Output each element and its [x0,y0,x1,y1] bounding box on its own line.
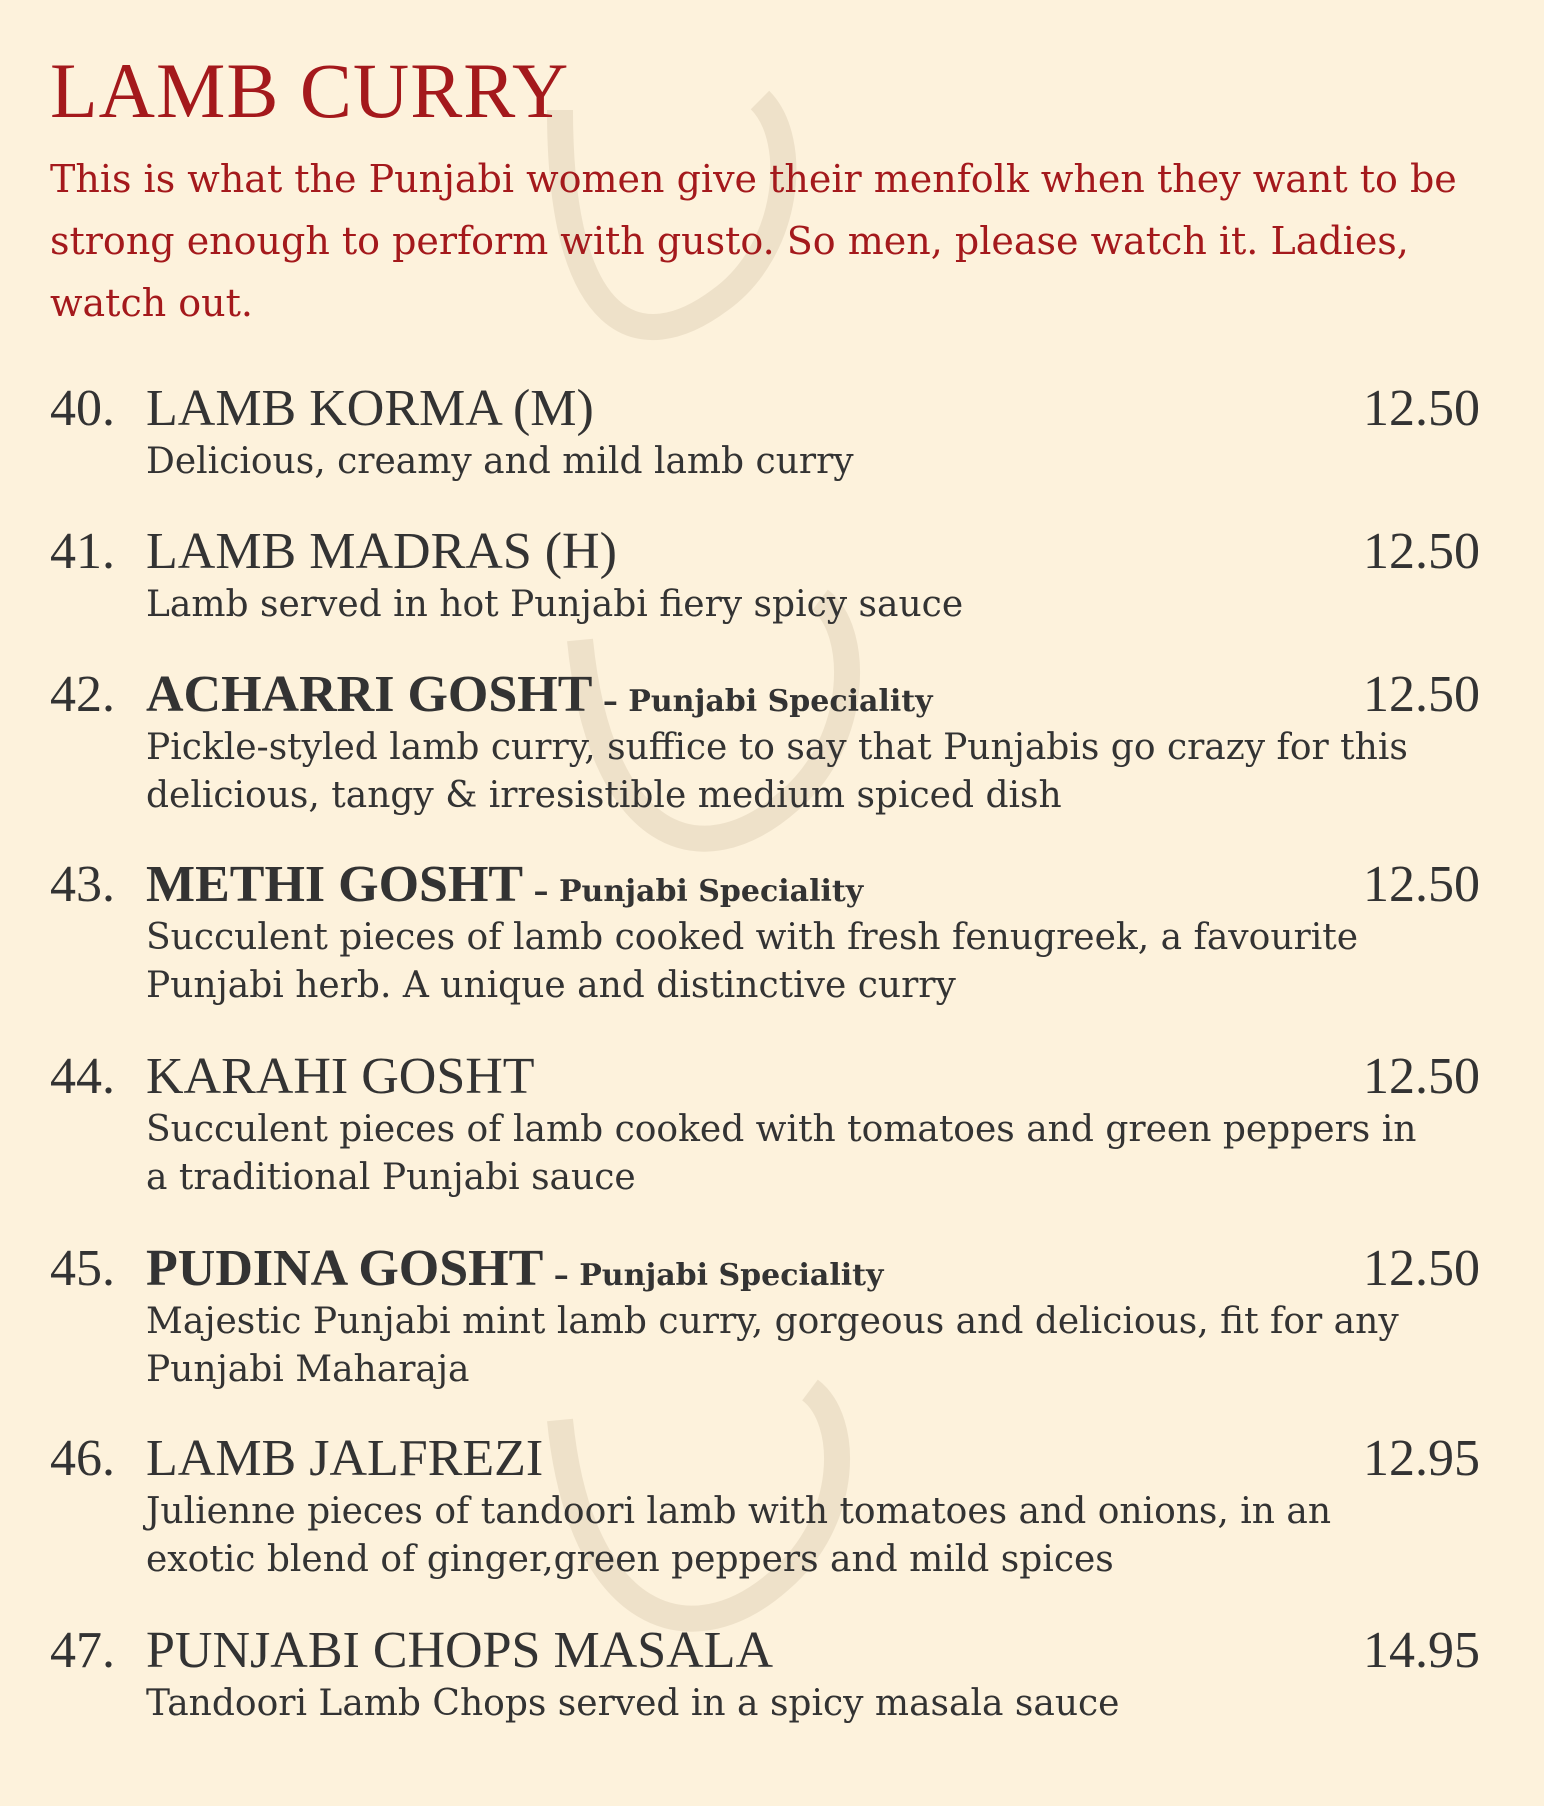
item-number: 47. [50,1622,115,1679]
item-name: KARAHI GOSHT [146,1048,535,1105]
item-price: 12.95 [1363,1430,1480,1487]
item-name: METHI GOSHT [146,856,524,913]
item-speciality-tag: – Punjabi Speciality [533,874,864,909]
item-number: 42. [50,666,115,723]
item-number: 46. [50,1430,115,1487]
item-description: Majestic Punjabi mint lamb curry, gorgeous and delicious, fit for any Punjabi Maharaja [146,1301,1399,1390]
item-description: Delicious, creamy and mild lamb curry [146,441,854,482]
menu-item-41 [50,523,1480,629]
menu-item-45 [50,1240,1480,1394]
menu-item-42 [50,666,1480,820]
item-speciality-tag: – Punjabi Speciality [553,1258,884,1293]
item-number: 43. [50,856,115,913]
section-title: LAMB CURRY [50,47,570,134]
item-price: 12.50 [1363,1240,1480,1297]
item-speciality-tag: – Punjabi Speciality [602,684,933,719]
menu-item-47 [50,1622,1480,1728]
item-description: Pickle-styled lamb curry, suffice to say that Punjabis go crazy for this delicious, tangy & irresistible medium spiced dish [146,727,1408,816]
menu-item-44 [50,1048,1480,1202]
item-description: Succulent pieces of lamb cooked with tomatoes and green peppers in a traditional Punjabi sauce [146,1109,1417,1198]
item-number: 41. [50,523,115,580]
item-price: 14.95 [1363,1622,1480,1679]
item-number: 45. [50,1240,115,1297]
item-price: 12.50 [1363,1048,1480,1105]
item-description: Tandoori Lamb Chops served in a spicy masala sauce [146,1683,1120,1724]
item-price: 12.50 [1363,666,1480,723]
item-description: Julienne pieces of tandoori lamb with tomatoes and onions, in an exotic blend of ginger,green peppers and mild spices [146,1491,1332,1580]
item-name: PUDINA GOSHT [146,1240,544,1297]
item-number: 44. [50,1048,115,1105]
item-number: 40. [50,380,115,437]
item-name: LAMB MADRAS (H) [146,523,617,580]
item-description: Succulent pieces of lamb cooked with fresh fenugreek, a favourite Punjabi herb. A unique and distinctive curry [146,917,1358,1006]
item-price: 12.50 [1363,856,1480,913]
item-name: LAMB JALFREZI [146,1430,544,1487]
menu-item-43 [50,856,1480,1010]
item-price: 12.50 [1363,380,1480,437]
item-description: Lamb served in hot Punjabi fiery spicy sauce [146,584,964,625]
menu-item-46 [50,1430,1480,1584]
item-price: 12.50 [1363,523,1480,580]
item-name: LAMB KORMA (M) [146,380,594,437]
item-name: ACHARRI GOSHT [146,666,593,723]
menu-item-40 [50,380,1480,486]
item-name: PUNJABI CHOPS MASALA [146,1622,774,1679]
section-intro: This is what the Punjabi women give their menfolk when they want to be strong enough to perform with gusto. So men, please watch it. Ladies, watch out. [50,157,1457,325]
